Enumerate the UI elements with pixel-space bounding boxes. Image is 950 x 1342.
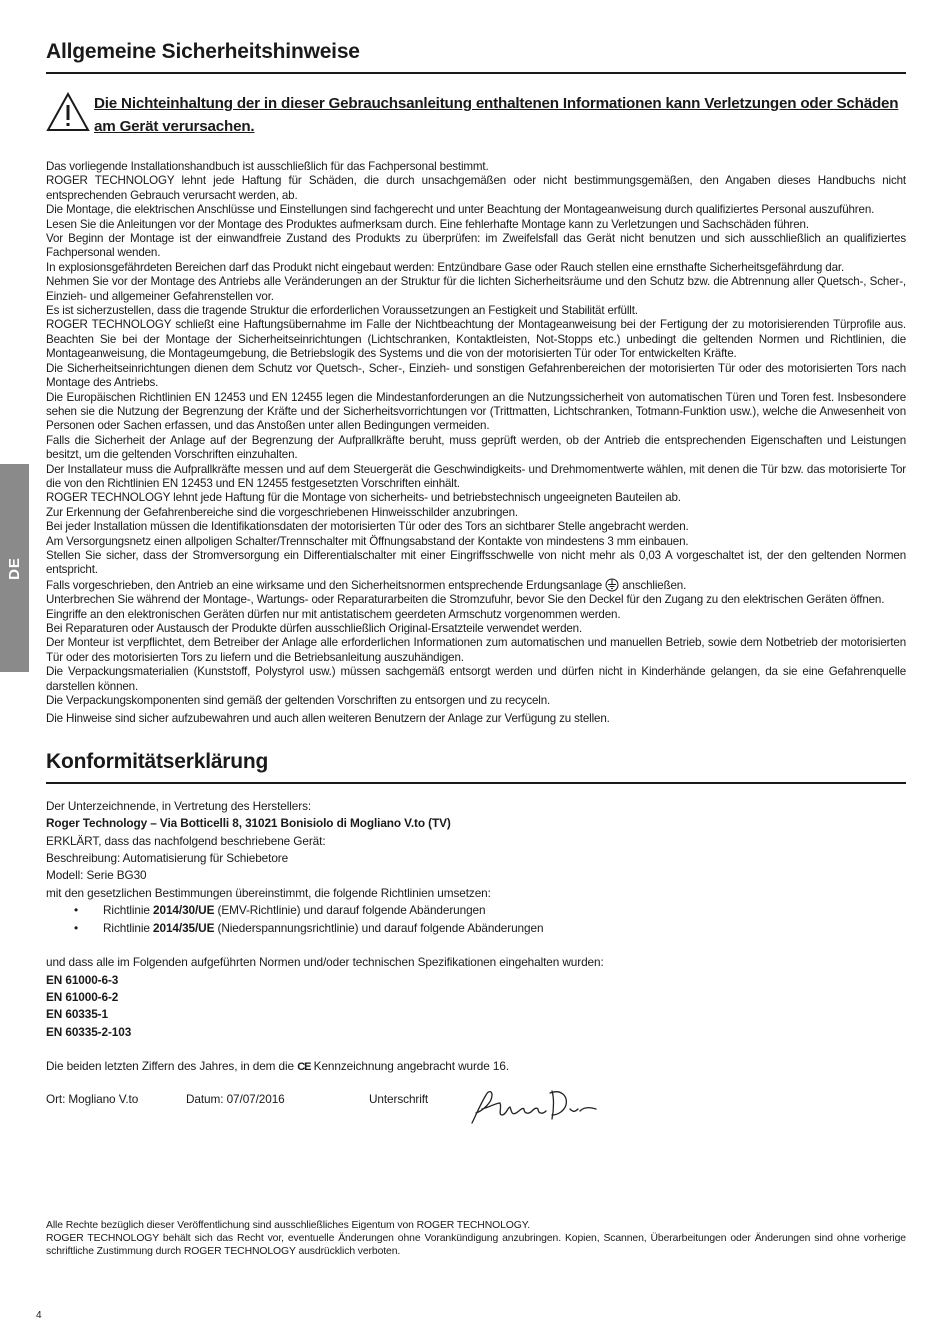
directive-code: 2014/35/UE — [153, 920, 215, 935]
grounding-text-after: anschließen. — [622, 578, 687, 592]
manufacturer-address: Roger Technology – Via Botticelli 8, 31021 Bonisiolo di Mogliano V.to (TV) — [46, 816, 451, 831]
safety-paragraph: Vor Beginn der Montage ist der einwandfreie Zustand des Produkts zu überprüfen: im Zweifelsfall das Gerät nicht benutzen und sich ausschließlich an qualifiziertes Fachpersonal wenden. — [46, 232, 906, 260]
language-tab-label: DE — [6, 556, 23, 580]
signature-label: Unterschrift — [369, 1091, 429, 1106]
safety-closing: Die Hinweise sind sicher aufzubewahren und auch allen weiteren Benutzern der Anlage zur Verfügung zu stellen. — [46, 712, 610, 726]
product-description: Beschreibung: Automatisierung für Schiebetore — [46, 851, 289, 866]
safety-paragraph: Der Monteur ist verpflichtet, dem Betreiber der Anlage alle erforderlichen Informationen zum automatischen und manuellen Betrieb, sowie dem Notbetrieb der motorisierten Tür oder des motorisierten Tors zu liefern und die Betriebsanleitung auszuhändigen. — [46, 636, 906, 664]
page-number: 4 — [36, 1310, 42, 1321]
safety-paragraph: ROGER TECHNOLOGY schließt eine Haftungsübernahme im Falle der Nichtbeachtung der Montageanweisung bei der Fertigung der zu motorisierenden Türprofile aus. Beachten Sie bei der Montage der Sicherheitseinrichtungen (Lichtschranken, Kontaktleisten, Not-Stopps etc.) unbedingt die geltenden Normen und Richtlinien, die Montageanweisung, die Montageumgebung, die Betriebslogik des Systems und die von der motorisierten Tür oder Tor entwickelten Kräfte. — [46, 318, 906, 361]
standard-item: EN 61000-6-3 — [46, 972, 119, 987]
safety-paragraph: Die Europäischen Richtlinien EN 12453 und EN 12455 legen die Mindestanforderungen an die Nutzungssicherheit von automatischen Türen und Toren fest. Insbesondere sehen sie die Nutzung der Begrenzung der Kräfte und der Sicherheitsvorrichtungen vor (Trittmatten, Lichtschranken, Totmann-Funktion usw.), welche die Anwesenheit von Personen oder Sachen erfassen, und das Anstoßen unter allen Bedingungen vermeiden. — [46, 390, 906, 433]
safety-paragraph: Unterbrechen Sie während der Montage-, Wartungs- oder Reparaturarbeiten die Stromzufuhr, bevor Sie den Deckel für den Zugang zu den elektrischen Geräten öffnen. — [46, 593, 885, 607]
warning-triangle-icon — [46, 92, 90, 132]
grounding-text-before: Falls vorgeschrieben, den Antrieb an eine wirksame und den Sicherheitsnormen entsprechende Erdungsanlage — [46, 578, 603, 592]
ce-text-after: Kennzeichnung angebracht wurde 16. — [313, 1059, 509, 1074]
safety-paragraph: Falls die Sicherheit der Anlage auf der Begrenzung der Aufprallkräfte beruht, muss geprüft werden, ob der Antrieb die entsprechenden Eigenschaften und Leistungen besitzt, um die geltenden Vorschriften einzuhalten. — [46, 433, 906, 462]
directive-item — [46, 902, 906, 919]
footer-line: Alle Rechte bezüglich dieser Veröffentlichung sind ausschließliches Eigentum von ROGER TECHNOLOGY. — [46, 1220, 530, 1231]
conformity-intro: Der Unterzeichnende, in Vertretung des Herstellers: — [46, 798, 312, 813]
warning-text: Die Nichteinhaltung der in dieser Gebrauchsanleitung enthaltenen Informationen kann Verletzungen oder Schäden am Gerät verursachen. — [94, 95, 899, 135]
standard-item: EN 60335-2-103 — [46, 1024, 132, 1039]
safety-paragraph: Die Montage, die elektrischen Anschlüsse und Einstellungen sind fachgerecht und unter Beachtung der Montageanweisung durch qualifiziertes Personal auszuführen. — [46, 203, 875, 217]
safety-paragraph: Bei jeder Installation müssen die Identifikationsdaten der motorisierten Tür oder des Tors an sichtbarer Stelle angebracht werden. — [46, 520, 689, 534]
handwritten-signature — [466, 1085, 606, 1129]
safety-paragraph: Nehmen Sie vor der Montage des Antriebs alle Veränderungen an der Struktur für die lichten Sicherheitsräume und den Schutz bzw. die Abtrennung aller Quetsch-, Scher-, Einzieh- und allgemeiner Gefahrenstellen vor. — [46, 275, 906, 303]
ce-statement — [46, 1058, 906, 1076]
directive-prefix: Richtlinie — [103, 920, 154, 935]
safety-paragraph: Bei Reparaturen oder Austausch der Produkte dürfen ausschließlich Original-Ersatzteile verwendet werden. — [46, 622, 583, 635]
safety-paragraph: ROGER TECHNOLOGY lehnt jede Haftung für Schäden, die durch unsachgemäßen oder nicht bestimmungsgemäßen, den Angaben dieses Handbuchs nicht entsprechenden Gebrauch verursacht werden, ab. — [46, 174, 906, 202]
date-label: Datum: 07/07/2016 — [186, 1091, 285, 1106]
safety-paragraph: Stellen Sie sicher, dass der Stromversorgung ein Differentialschalter mit einer Eingriffsschwelle von nicht mehr als 0,03 A vorgeschaltet ist, der den geltenden Normen entspricht. — [46, 548, 906, 577]
footer-legal — [46, 1219, 906, 1259]
safety-paragraph: Am Versorgungsnetz einen allpoligen Schalter/Trennschalter mit Öffnungsabstand der Kontakte von mindestens 3 mm einbauen. — [46, 534, 689, 548]
safety-paragraph: Lesen Sie die Anleitungen vor der Montage des Produktes aufmerksam durch. Eine fehlerhafte Montage kann zu Verletzungen und Sachschäden führen. — [46, 217, 809, 231]
safety-paragraph: Eingriffe an den elektronischen Geräten dürfen nur mit antistatischem geerdeten Armschutz vorgenommen werden. — [46, 607, 621, 621]
safety-paragraph: Zur Erkennung der Gefahrenbereiche sind die vorgeschriebenen Hinweisschilder anzubringen. — [46, 505, 518, 519]
ce-mark-icon: CE — [297, 1061, 311, 1074]
declaration-statement: ERKLÄRT, dass das nachfolgend beschriebene Gerät: — [46, 833, 326, 848]
directive-suffix: (EMV-Richtlinie) und darauf folgende Abänderungen — [214, 903, 486, 918]
signature-row — [46, 1091, 906, 1135]
safety-paragraph: Das vorliegende Installationshandbuch ist ausschließlich für das Fachpersonal bestimmt. — [46, 160, 489, 173]
safety-paragraph: Der Installateur muss die Aufprallkräfte messen und auf dem Steuergerät die Geschwindigkeits- und Drehmomentwerte wählen, mit denen die Tür bzw. das motorisierte Tor die von den Richtlinien EN 12453 und EN 12455 festgesetzten Vorschriften einhält. — [46, 462, 906, 490]
conformity-declaration — [46, 798, 906, 1135]
page-content — [46, 40, 906, 1135]
directive-list — [46, 902, 906, 937]
standards-intro: und dass alle im Folgenden aufgeführten Normen und/oder technischen Spezifikationen eingehalten wurden: — [46, 955, 604, 970]
standard-item: EN 61000-6-2 — [46, 989, 119, 1004]
directive-suffix: (Niederspannungsrichtlinie) und darauf folgende Abänderungen — [214, 920, 544, 935]
safety-paragraph: Die Verpackungskomponenten sind gemäß der geltenden Vorschriften zu entsorgen und zu recyceln. — [46, 694, 551, 708]
place-label: Ort: Mogliano V.to — [46, 1091, 139, 1106]
standard-item: EN 60335-1 — [46, 1007, 108, 1022]
directive-prefix: Richtlinie — [103, 903, 154, 918]
directive-item — [46, 920, 906, 937]
safety-paragraph: Die Verpackungsmaterialien (Kunststoff, Polystyrol usw.) müssen sachgemäß entsorgt werden und dürfen nicht in Kinderhände gelangen, da sie eine Gefahrenquelle darstellen können. — [46, 665, 906, 693]
safety-paragraph: In explosionsgefährdeten Bereichen darf das Produkt nicht eingebaut werden: Entzündbare Gase oder Rauch stellen eine ernsthafte Sicherheitsgefährdung dar. — [46, 260, 845, 274]
product-model: Modell: Serie BG30 — [46, 868, 147, 883]
safety-paragraph: Es ist sicherzustellen, dass die tragende Struktur die erforderlichen Voraussetzungen an Festigkeit und Stabilität erfüllt. — [46, 304, 638, 318]
safety-paragraph: Die Sicherheitseinrichtungen dienen dem Schutz vor Quetsch-, Scher-, Einzieh- und sonstigen Gefahrenbereichen der motorisierten Tür oder des motorisierten Tors nach Montage des Antriebs. — [46, 361, 906, 390]
safety-paragraphs — [46, 160, 906, 727]
conformity-section-title: Konformitätserklärung — [46, 750, 906, 784]
grounding-paragraph — [46, 578, 906, 593]
compliance-statement: mit den gesetzlichen Bestimmungen übereinstimmt, die folgende Richtlinien umsetzen: — [46, 885, 491, 900]
earth-ground-icon — [605, 578, 619, 592]
footer-line: ROGER TECHNOLOGY behält sich das Recht vor, eventuelle Änderungen ohne Vorankündigung anzubringen. Kopien, Scannen, Überarbeitungen oder Änderungen sind ohne vorherige schriftliche Zustimmung durch ROGER TECHNOLOGY ausdrücklich verboten. — [46, 1233, 906, 1258]
safety-section-title: Allgemeine Sicherheitshinweise — [46, 40, 906, 74]
safety-paragraph: ROGER TECHNOLOGY lehnt jede Haftung für die Montage von sicherheits- und betriebstechnisch ungeeigneten Bauteilen ab. — [46, 491, 681, 505]
directive-code: 2014/30/UE — [153, 903, 215, 918]
warning-box — [46, 92, 906, 138]
language-tab — [0, 464, 29, 672]
ce-text-before: Die beiden letzten Ziffern des Jahres, in dem die — [46, 1059, 295, 1074]
